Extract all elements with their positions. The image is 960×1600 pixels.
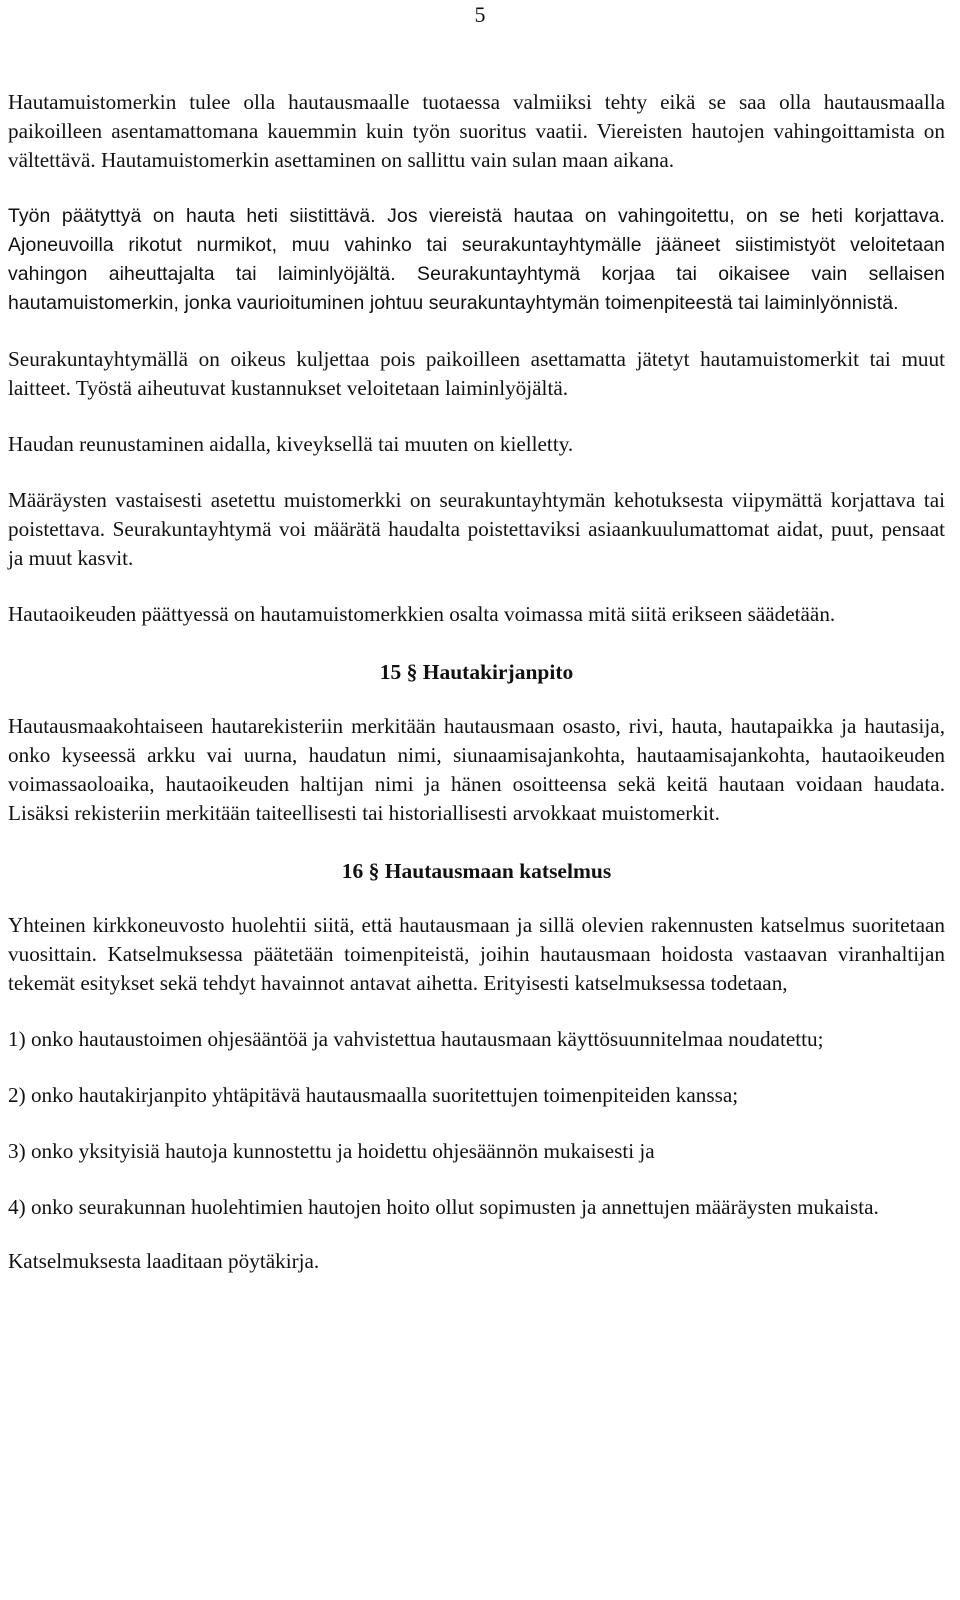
inspection-item-3: 3) onko yksityisiä hautoja kunnostettu ja hoidettu ohjesäännön mukaisesti ja: [8, 1139, 655, 1163]
section-16-body: Yhteinen kirkkoneuvosto huolehtii siitä, että hautausmaan ja sillä olevien rakennusten katselmus suoritetaan vuosittain. Katselmuksessa päätetään toimenpiteistä, joihin hautausmaan hoidosta vastaavan viranhaltijan tekemät esitykset sekä tehdyt havainnot antavat aihetta. Erityisesti katselmuksessa todetaan,: [8, 913, 945, 995]
inspection-item-2: 2) onko hautakirjanpito yhtäpitävä hautausmaalla suoritettujen toimenpiteiden kanssa;: [8, 1083, 739, 1107]
page-number: 5: [474, 2, 486, 27]
section-16-heading: 16 § Hautausmaan katselmus: [341, 859, 612, 883]
paragraph-edging-prohibited: Haudan reunustaminen aidalla, kiveyksellä tai muuten on kielletty.: [8, 432, 574, 456]
paragraph-noncompliant-monument: Määräysten vastaisesti asetettu muistomerkki on seurakuntayhtymän kehotuksesta viipymättä korjattava tai poistettava. Seurakuntayhtymä voi määrätä haudalta poistettaviksi asiaankuulumattomat aidat, puut, pensaat ja muut kasvit.: [8, 488, 945, 570]
section-15-body: Hautausmaakohtaiseen hautarekisteriin merkitään hautausmaan osasto, rivi, hauta, hautapaikka ja hautasija, onko kyseessä arkku vai uurna, haudatun nimi, siunaamisajankohta, hautaamisajankohta, hautaoikeuden voimassaoloaika, hautaoikeuden haltijan nimi ja hänen osoitteensa sekä keitä hautaan voidaan haudata. Lisäksi rekisteriin merkitään taiteellisesti tai historiallisesti arvokkaat muistomerkit.: [8, 714, 945, 825]
document-body: [8, 88, 945, 1276]
paragraph-grave-tidying: Työn päätyttyä on hauta heti siistittävä. Jos viereistä hautaa on vahingoitettu, on se heti korjattava. Ajoneuvoilla rikotut nurmikot, muu vahinko tai seurakuntayhtymälle jääneet siistimistyöt veloitetaan vahingon aiheuttajalta tai laiminlyöjältä. Seurakuntayhtymä korjaa tai oikaisee vain sellaisen hautamuistomerkin, jonka vaurioituminen johtuu seurakuntayhtymän toimenpiteestä tai laiminlyönnistä.: [8, 205, 945, 314]
section-15-heading: 15 § Hautakirjanpito: [379, 660, 574, 684]
inspection-item-4: 4) onko seurakunnan huolehtimien hautojen hoito ollut sopimusten ja annettujen määräysten mukaista.: [8, 1195, 879, 1219]
paragraph-removal-right: Seurakuntayhtymällä on oikeus kuljettaa pois paikoilleen asettamatta jätetyt hautamuistomerkit tai muut laitteet. Työstä aiheutuvat kustannukset veloitetaan laiminlyöjältä.: [8, 347, 945, 400]
paragraph-grave-right-expiry: Hautaoikeuden päättyessä on hautamuistomerkkien osalta voimassa mitä siitä erikseen säädetään.: [8, 602, 836, 626]
paragraph-monument-installation: Hautamuistomerkin tulee olla hautausmaalle tuotaessa valmiiksi tehty eikä se saa olla hautausmaalla paikoilleen asentamattomana kauemmin kuin työn suoritus vaatii. Viereisten hautojen vahingoittamista on vältettävä. Hautamuistomerkin asettaminen on sallittu vain sulan maan aikana.: [8, 90, 945, 172]
inspection-closing: Katselmuksesta laaditaan pöytäkirja.: [8, 1249, 320, 1273]
inspection-item-1: 1) onko hautaustoimen ohjesääntöä ja vahvistettua hautausmaan käyttösuunnitelmaa noudatettu;: [8, 1027, 824, 1051]
